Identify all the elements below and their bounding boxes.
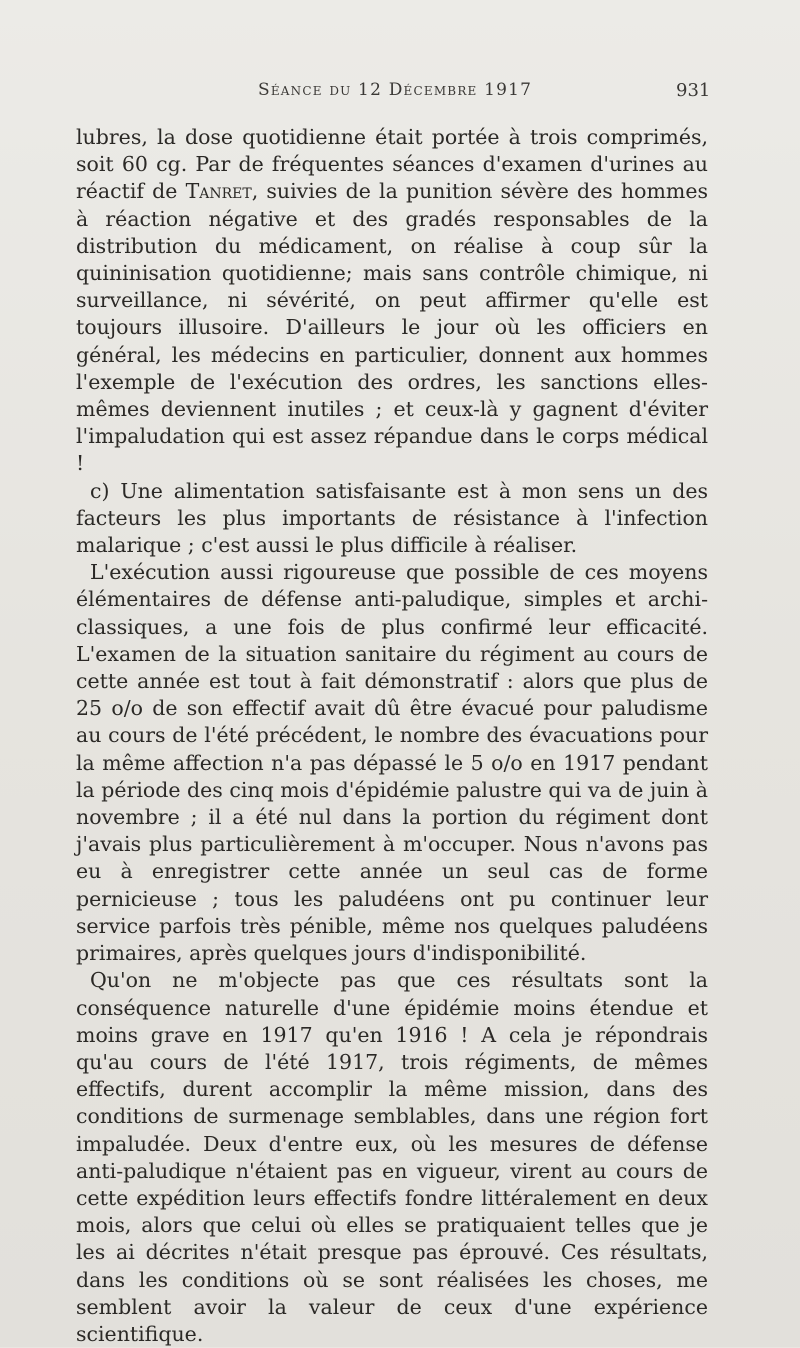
paragraph-2: c) Une alimentation satisfaisante est à mon sens un des facteurs les plus importants de résistance à l'infection malarique ; c'est aussi le plus difficile à réaliser. (76, 478, 708, 558)
paragraph-1-end: , suivies de la punition sévère des hommes à réaction négative et des gradés responsables de la distribution du médicament, on réalise à coup sûr la quininisation quotidienne; mais sans contrôle chimique, ni surveillance, ni sévérité, on peut affirmer qu'elle est toujours illusoire. D'ailleurs le jour où les officiers en général, les médecins en particulier, donnent aux hommes l'exemple de l'exécution des ordres, les sanctions elles-mêmes deviennent inutiles ; et ceux-là y gagnent d'éviter l'impaludation qui est assez répandue dans le corps médical ! (76, 179, 708, 476)
body-text (76, 124, 708, 1348)
paragraph-4: Qu'on ne m'objecte pas que ces résultats sont la conséquence naturelle d'une épidémie moins étendue et moins grave en 1917 qu'en 1916 ! A cela je répondrais qu'au cours de l'été 1917, trois régiments, de mêmes effectifs, durent accomplir la même mission, dans des conditions de surmenage semblables, dans une région fort impaludée. Deux d'entre eux, où les mesures de défense anti-paludique n'étaient pas en vigueur, virent au cours de cette expédition leurs effectifs fondre littéralement en deux mois, alors que celui où elles se pratiquaient telles que je les ai décrites n'était presque pas éprouvé. Ces résultats, dans les conditions où se sont réalisées les choses, me semblent avoir la valeur de ceux d'une expérience scientifique. (76, 968, 708, 1346)
paragraph-3: L'exécution aussi rigoureuse que possible de ces moyens élémentaires de défense anti-paludique, simples et archi-classiques, a une fois de plus confirmé leur efficacité. L'examen de la situation sanitaire du régiment au cours de cette année est tout à fait démonstratif : alors que plus de 25 o/o de son effectif avait dû être évacué pour paludisme au cours de l'été précédent, le nombre des évacuations pour la même affection n'a pas dépassé le 5 o/o en 1917 pendant la période des cinq mois d'épidémie palustre qui va de juin à novembre ; il a été nul dans la portion du régiment dont j'avais plus particulièrement à m'occuper. Nous n'avons pas eu à enregistrer cette année un seul cas de forme pernicieuse ; tous les paludéens ont pu continuer leur service parfois très pénible, même nos quelques paludéens primaires, après quelques jours d'indisponibilité. (76, 560, 708, 966)
paragraph-1-start: lubres, la dose quotidienne était portée à trois comprimés, soit 60 cg. Par de fréquentes séances d'examen d'urines au réactif de (76, 125, 708, 204)
running-head (0, 80, 800, 110)
author-name-tanret: Tanret (185, 179, 252, 204)
running-title: Séance du 12 Décembre 1917 (258, 80, 533, 100)
paragraph-1 (76, 124, 708, 478)
page-number: 931 (676, 80, 711, 101)
